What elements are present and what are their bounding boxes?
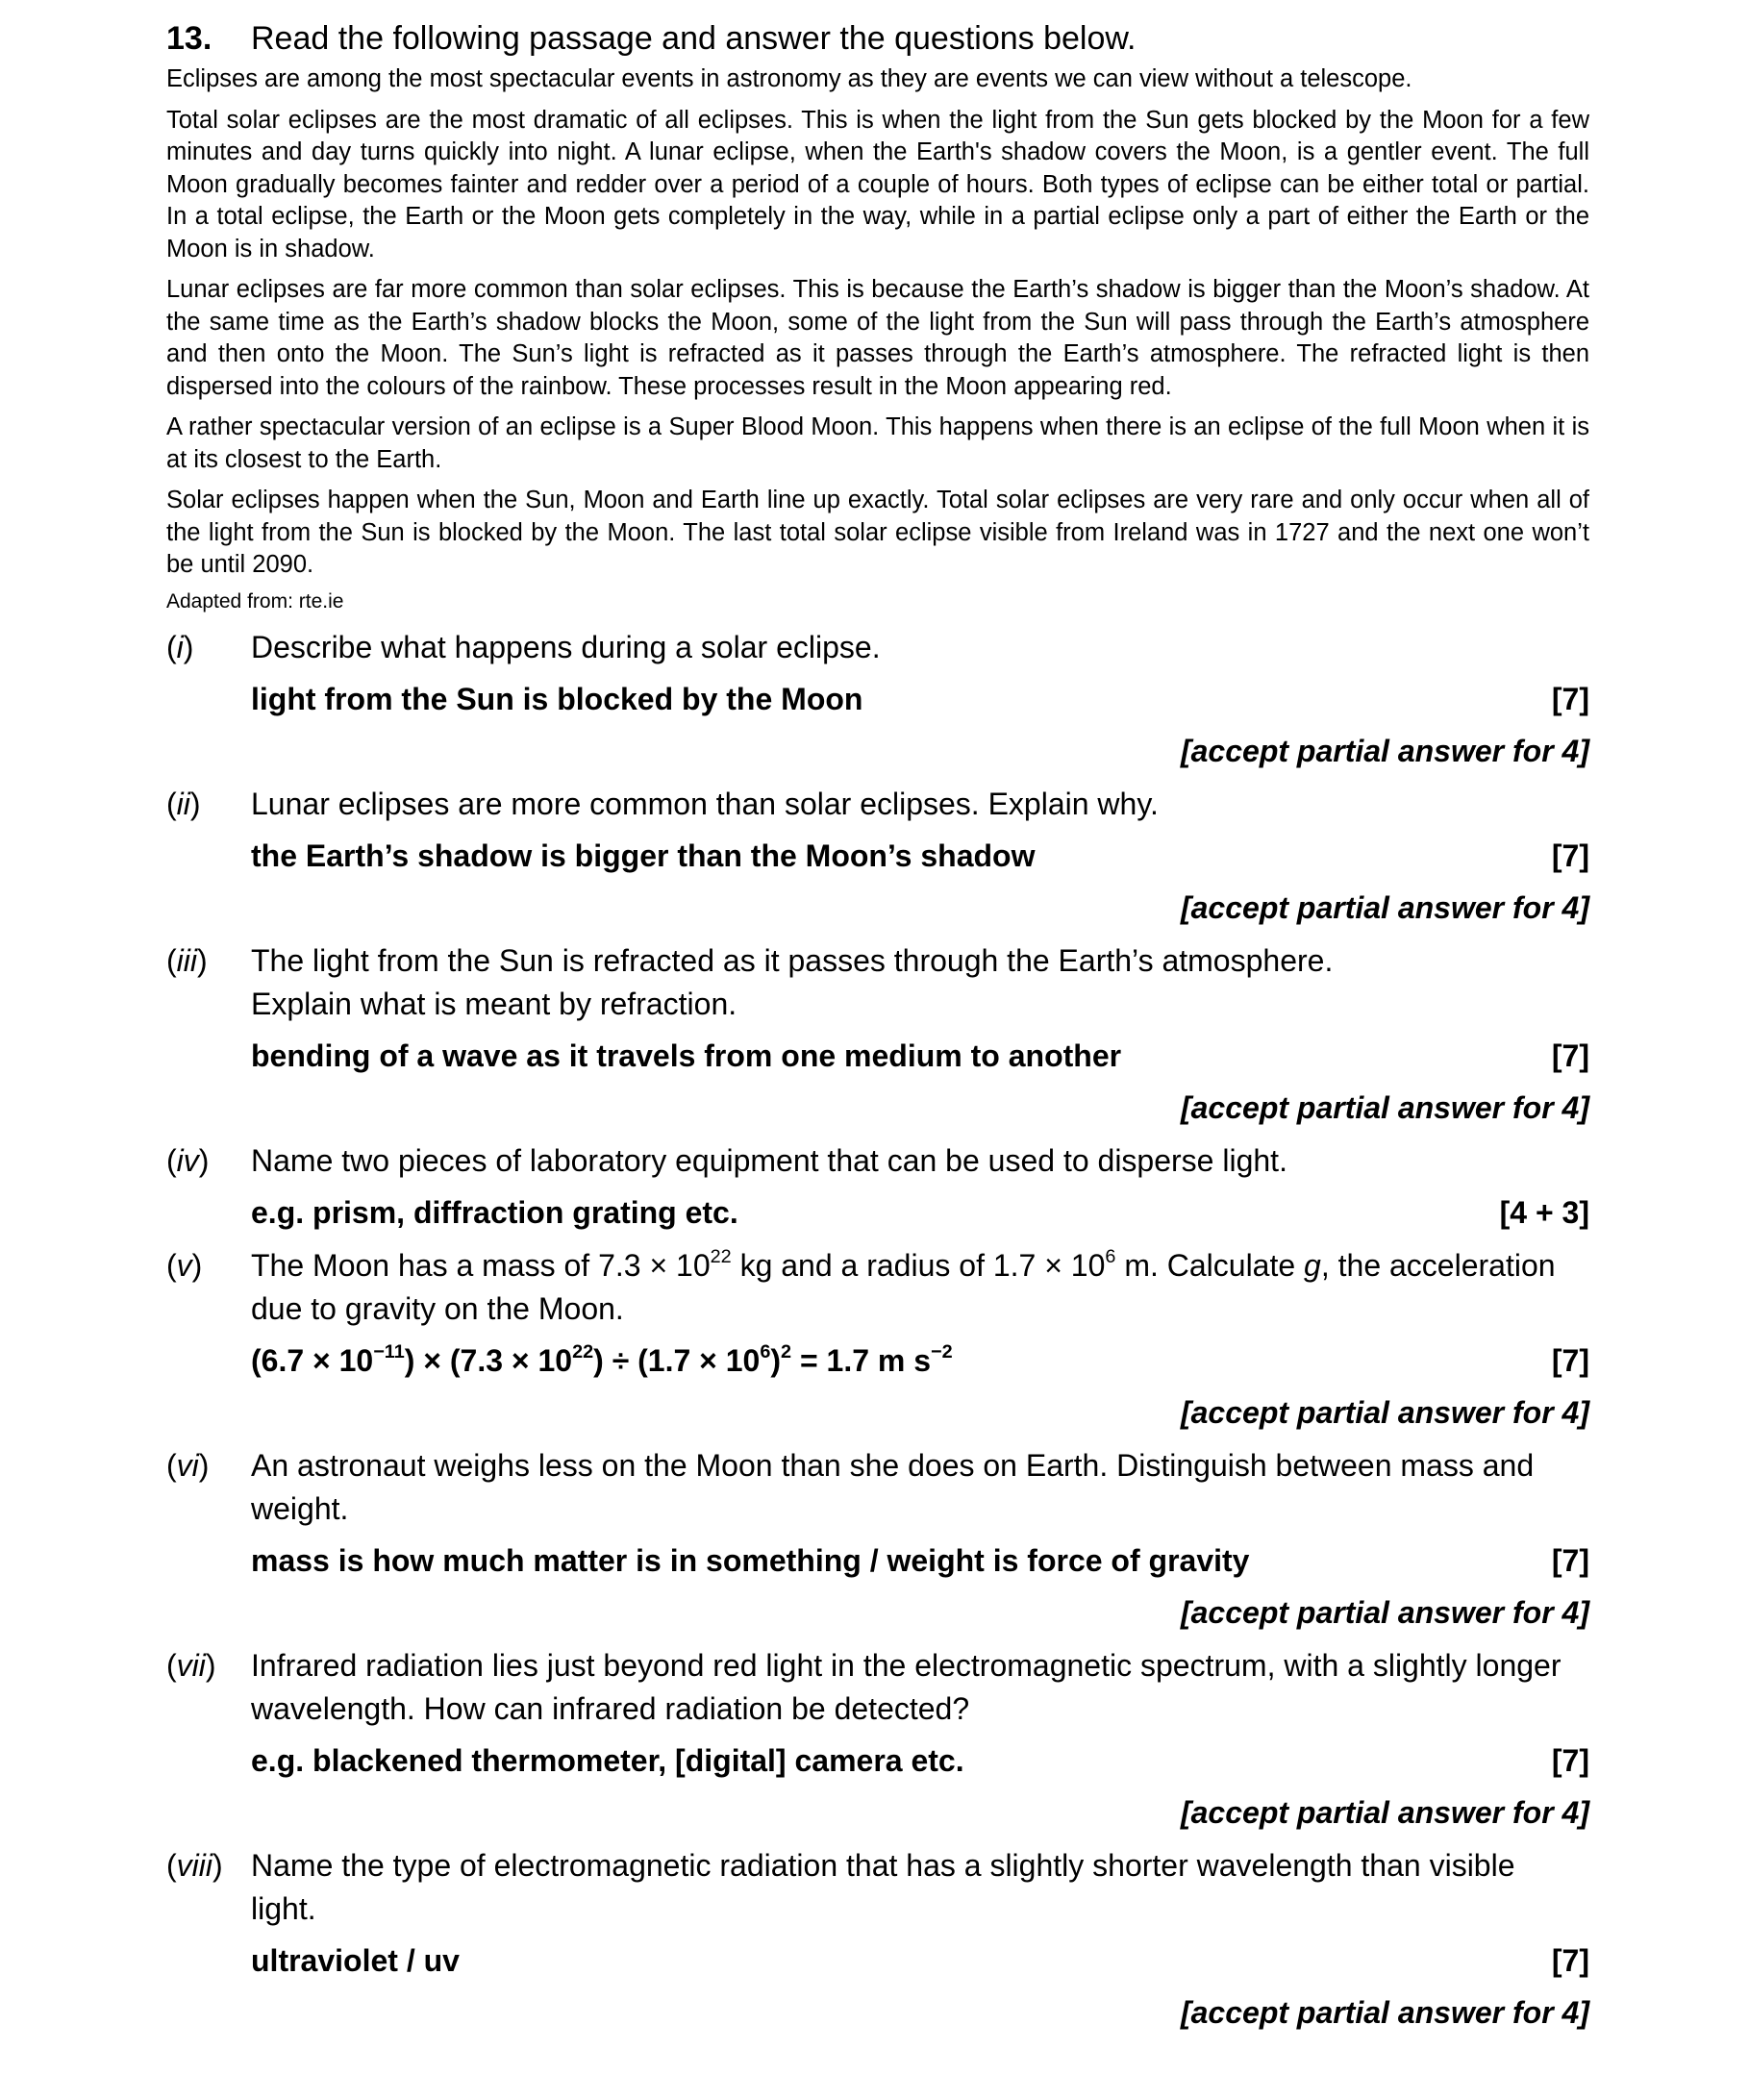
part-question: Infrared radiation lies just beyond red light in the electromagnetic spectrum, with a slightly longer wavelength. How can infrared radiation be detected? — [251, 1647, 1562, 1726]
passage-paragraph: Total solar eclipses are the most dramatic of all eclipses. This is when the light from the Sun gets blocked by the Moon for a few minutes and day turns quickly into night. A lunar eclipse, when the Earth's shadow covers the Moon, is a gentler event. The full Moon gradually becomes fainter and redder over a period of a couple of hours. Both types of eclipse can be either total or partial. In a total eclipse, the Earth or the Moon gets completely in the way, while in a partial eclipse only a part of either the Earth or the Moon is in shadow. — [166, 106, 1589, 262]
part-answer: mass is how much matter is in something / weight is force of gravity — [251, 1542, 1250, 1578]
part-v — [166, 1244, 1589, 1435]
part-viii — [166, 1844, 1589, 2035]
part-label: (i) — [166, 629, 194, 664]
accept-partial-note: [accept partial answer for 4] — [1180, 889, 1589, 925]
part-marks: [7] — [1551, 1038, 1589, 1073]
question-number: 13. — [166, 20, 212, 57]
part-question: An astronaut weighs less on the Moon than she does on Earth. Distinguish between mass and weight. — [251, 1447, 1535, 1526]
part-label: (iv) — [166, 1142, 210, 1178]
passage-paragraph: Eclipses are among the most spectacular events in astronomy as they are events we can view without a telescope. — [166, 65, 1412, 92]
part-label: (ii) — [166, 786, 201, 821]
part-marks: [7] — [1551, 1742, 1589, 1778]
part-marks: [7] — [1551, 1942, 1589, 1978]
passage — [166, 63, 1589, 616]
part-label: (vii) — [166, 1647, 216, 1683]
part-iii — [166, 939, 1589, 1130]
part-vi — [166, 1444, 1589, 1635]
accept-partial-note: [accept partial answer for 4] — [1180, 1794, 1589, 1830]
part-answer: ultraviolet / uv — [251, 1942, 460, 1978]
part-question: Describe what happens during a solar eclipse. — [251, 629, 881, 664]
question-instruction: Read the following passage and answer the questions below. — [251, 20, 1137, 57]
question-header — [166, 17, 1589, 60]
part-answer: light from the Sun is blocked by the Moon — [251, 681, 863, 716]
part-i — [166, 626, 1589, 773]
part-marks: [4 + 3] — [1499, 1194, 1589, 1230]
accept-partial-note: [accept partial answer for 4] — [1180, 1089, 1589, 1125]
part-question: Name the type of electromagnetic radiation that has a slightly shorter wavelength than visible light. — [251, 1847, 1515, 1926]
marking-scheme-page — [166, 17, 1589, 2035]
accept-partial-note: [accept partial answer for 4] — [1180, 733, 1589, 768]
part-answer-formula: $(6.7 \times 10^{-11}) \times (7.3 \times 10^{22}) \div (1.7 \times 10^6)^2 = 1.7$ m $s^{-2}$ — [251, 1340, 953, 1378]
part-marks: [7] — [1551, 1542, 1589, 1578]
part-question: Name two pieces of laboratory equipment that can be used to disperse light. — [251, 1142, 1287, 1178]
part-marks: [7] — [1551, 838, 1589, 873]
part-question: The light from the Sun is refracted as it passes through the Earth’s atmosphere. Explain what is meant by refraction. — [251, 942, 1334, 1021]
passage-source: Adapted from: rte.ie — [166, 589, 344, 612]
passage-paragraph: Solar eclipses happen when the Sun, Moon and Earth line up exactly. Total solar eclipses are very rare and only occur when all of the light from the Sun is blocked by the Moon. The last total solar eclipse visible from Ireland was in 1727 and the next one won’t be until 2090. — [166, 487, 1589, 578]
part-answer: e.g. blackened thermometer, [digital] camera etc. — [251, 1742, 964, 1778]
part-label: (viii) — [166, 1847, 223, 1883]
part-marks: [7] — [1551, 1342, 1589, 1378]
part-question: Lunar eclipses are more common than solar eclipses. Explain why. — [251, 786, 1159, 821]
part-iv — [166, 1139, 1589, 1235]
part-ii — [166, 783, 1589, 930]
part-answer: bending of a wave as it travels from one medium to another — [251, 1038, 1122, 1073]
part-marks: [7] — [1551, 681, 1589, 716]
part-label: (vi) — [166, 1447, 210, 1483]
part-answer: the Earth’s shadow is bigger than the Moon’s shadow — [251, 838, 1036, 873]
passage-paragraph: A rather spectacular version of an eclipse is a Super Blood Moon. This happens when there is an eclipse of the full Moon when it is at its closest to the Earth. — [166, 413, 1589, 473]
part-vii — [166, 1644, 1589, 1835]
accept-partial-note: [accept partial answer for 4] — [1180, 1994, 1589, 2030]
part-answer: e.g. prism, diffraction grating etc. — [251, 1194, 738, 1230]
part-question: The Moon has a mass of $7.3 \times 10^{22}$ kg and a radius of $1.7 \times 10^6$ m. Calculate g, the acceleration due to gravity on the Moon. — [251, 1245, 1556, 1326]
part-label: (v) — [166, 1247, 203, 1283]
passage-paragraph: Lunar eclipses are far more common than solar eclipses. This is because the Earth’s shadow is bigger than the Moon’s shadow. At the same time as the Earth’s shadow blocks the Moon, some of the light from the Sun will pass through the Earth’s atmosphere and then onto the Moon. The Sun’s light is refracted as it passes through the Earth’s atmosphere. The refracted light is then dispersed into the colours of the rainbow. These processes result in the Moon appearing red. — [166, 276, 1589, 400]
accept-partial-note: [accept partial answer for 4] — [1180, 1594, 1589, 1630]
part-label: (iii) — [166, 942, 208, 978]
accept-partial-note: [accept partial answer for 4] — [1180, 1394, 1589, 1430]
